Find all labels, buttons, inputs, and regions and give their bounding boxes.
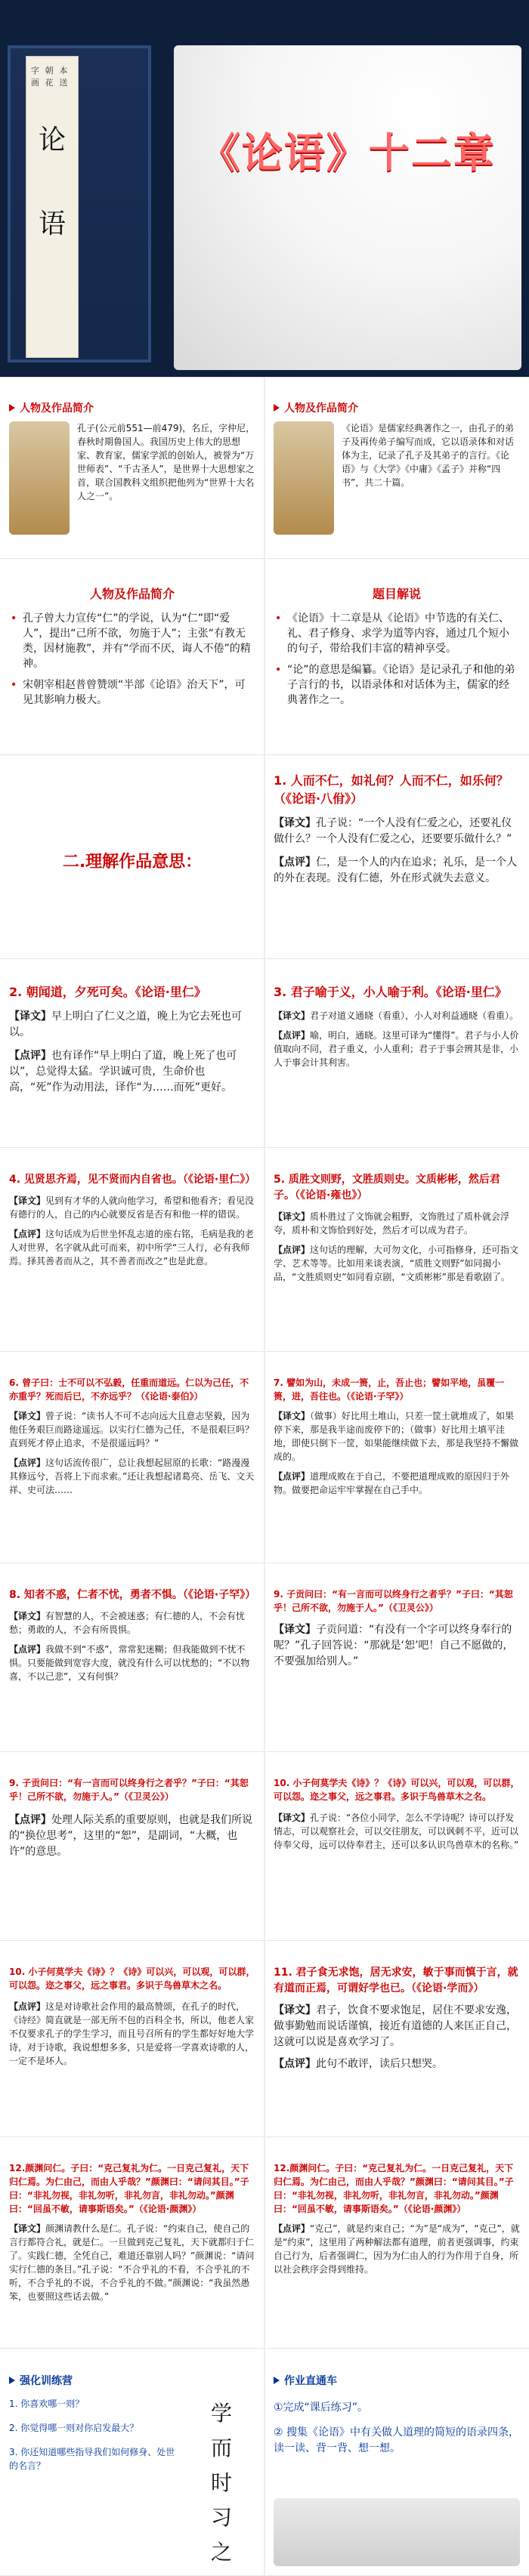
label: 【译文】 <box>9 2223 46 2234</box>
quote: 10. 小子何莫学夫《诗》？《诗》可以兴，可以观，可以群，可以怨。迩之事父，远之事君。多识于鸟兽草木之名。 <box>9 1967 255 1991</box>
hero-title: 《论语》十二章 <box>200 128 496 177</box>
cover-small-3: 本送 <box>59 66 68 88</box>
note-text: 此句不敢评，读后只想哭。 <box>316 2058 443 2070</box>
note <box>9 2000 255 2068</box>
note-text: 这是对诗歌社会作用的最高赞颂，在孔子的时代，《诗经》简直就是一部无所不包的百科全书，所以，他老人家不仅要求孔子的学生学习，而且号召所有的学生都好好地大学诗，对于诗歌，我说想想多多，只是爱将一学喜欢诗歌的人，一定不是坏人。 <box>9 2001 255 2066</box>
slide-header <box>274 2373 520 2388</box>
calligraphy <box>187 2397 255 2566</box>
header-text: 人物及作品简介 <box>20 403 94 415</box>
slide-intro-person <box>0 393 264 559</box>
translation <box>9 1009 255 1041</box>
confucius-image <box>274 421 334 535</box>
slide-quote-7 <box>264 1367 529 1563</box>
note <box>274 2056 520 2072</box>
calligraphy-char: 习 <box>210 2505 232 2530</box>
translation-text: 子贡问道：“有没有一个字可以终身奉行的呢？”孔子回答说：“那就是‘恕’吧！自己不愿做的，不要强加给别人。” <box>274 1624 514 1667</box>
translation-text: 见到有才华的人就向他学习，希望和他看齐；看见没有德行的人，自己的内心就要反省是否有和他一样的错误。 <box>9 1195 255 1220</box>
bullet: • “论”的意思是编纂。《论语》是记录孔子和他的弟子言行的书，以语录体和对话体为主，儒家的经典著作之一。 <box>275 662 518 708</box>
note <box>274 1243 520 1284</box>
slide-quote-6 <box>0 1367 264 1563</box>
slide-title-explain <box>264 574 529 755</box>
label: 【译文】 <box>274 817 316 829</box>
cover-title-2: 语 <box>38 208 66 239</box>
book-label <box>26 56 79 358</box>
slide-practice <box>0 2364 264 2576</box>
quote: 12.颜渊问仁。子曰：“克己复礼为仁。一日克己复礼，天下归仁焉。为仁由己，而由人乎哉？”颜渊曰：“请问其目。”子曰：“非礼勿视，非礼勿听，非礼勿言，非礼勿动。”颜渊曰：“回虽不敏，请事斯语矣。”（《论语·颜渊》） <box>274 2163 514 2214</box>
translation-text: 有智慧的人，不会被迷惑；有仁德的人，不会有忧愁；勇敢的人，不会有所畏惧。 <box>9 1611 246 1635</box>
calligraphy-char: 之 <box>210 2540 232 2565</box>
quote: 5. 质胜文则野，文胜质则史。文质彬彬，然后君子。（《论语·雍也》） <box>274 1174 500 1202</box>
cover-title-1: 论 <box>38 125 66 156</box>
label: 【译文】 <box>9 1010 51 1023</box>
homework-item: ①完成“课后练习”。 <box>274 2402 369 2414</box>
translation-text: 孔子说：“各位小同学，怎么不学诗呢？诗可以抒发情志，可以观察社会，可以交往朋友，可以讽刺不平，近可以侍奉父母，远可以侍奉君主，还可以多认识鸟兽草木的名称。” <box>274 1812 519 1850</box>
quote: 4. 见贤思齐焉，见不贤而内自省也。（《论语·里仁》） <box>9 1174 256 1186</box>
translation-text: 颜渊请教什么是仁。孔子说：“约束自己，使自己的言行都符合礼，就是仁。一旦做到克己复礼，天下就都归于仁了。实践仁德，全凭自己，难道还靠别人吗？”颜渊说：“请问实行仁德的条目。”孔子说：“不合乎礼的不看，不合乎礼的不听，不合乎礼的不说，不合乎礼的不做。”颜渊说：“我虽然愚笨，也要照这些话去做。” <box>9 2223 255 2302</box>
label: 【译文】 <box>9 1611 46 1621</box>
translation-text: 质朴胜过了文饰就会粗野，文饰胜过了质朴就会浮夸，质朴和文饰恰到好处，然后才可以成为君子。 <box>274 1211 510 1236</box>
homework-item: ② 搜集《论语》中有关做人道理的简短的语录四条，读一读、背一背、想一想。 <box>274 2426 519 2454</box>
translation <box>9 1609 255 1637</box>
label: 【点评】 <box>9 2001 46 2012</box>
quote: 8. 知者不惑，仁者不忧，勇者不惧。（《论语·子罕》） <box>9 1589 256 1601</box>
note-text: 这句话流传很广，总让我想起屈原的长歌：“路漫漫其修远兮，吾将上下而求索。”还让我想起诸葛亮、岳飞、文天祥、史可法…… <box>9 1458 255 1495</box>
bullet: • 孔子曾大力宣传“仁”的学说，认为“仁”即“爱人”，提出“己所不欲，勿施于人”；主张“有教无类，因材施教”，并有“学而不厌，诲人不倦”的精神。 <box>11 611 254 671</box>
note-text: 喻，明白，通晓。这里可译为“懂得”。君子与小人价值取向不同，君子重义，小人重利；君子于事会辨其是非，小人于事会计其利害。 <box>274 1030 519 1068</box>
quote: 9. 子贡问曰：“有一言而可以终身行之者乎？”子曰：“其恕乎！己所不欲，勿施于人。”（《卫灵公》） <box>9 1778 249 1802</box>
slide-intro-book <box>264 393 529 559</box>
label: 【点评】 <box>9 1229 46 1239</box>
slide-intro-bullets <box>0 574 264 755</box>
quote: 2. 朝闻道，夕死可矣。《论语·里仁》 <box>9 985 206 999</box>
slide-quote-9b <box>0 1767 264 1941</box>
quote: 9. 子贡问曰：“有一言而可以终身行之者乎？”子曰：“其恕乎！己所不欲，勿施于人。”（《卫灵公》） <box>274 1589 513 1613</box>
quote: 1. 人而不仁，如礼何？人而不仁，如乐何？（《论语·八佾》） <box>274 773 509 806</box>
translation-text: 孔子说：“一个人没有仁爱之心，还要礼仪做什么？一个人没有仁爱之心，还要要乐做什么？” <box>274 817 512 845</box>
translation-text: 早上明白了仁义之道，晚上为它去死也可以。 <box>9 1010 242 1038</box>
slide-homework <box>264 2364 529 2576</box>
calligraphy-char: 学 <box>210 2401 232 2426</box>
label: 【点评】 <box>274 2058 316 2070</box>
note-text: 我做不到“不惑”，常常犯迷糊；但我能做到不忧不惧。只要能做到宽容大度，就没有什么可以忧愁的；“不以物喜，不以己悲”，又有何惧？ <box>9 1644 250 1682</box>
cover-small-1: 字画 <box>31 66 39 88</box>
translation-text: （做事）好比用土堆山，只差一筐土就堆成了，如果停下来，那是我半途而废停下的；（做事）好比用土填平洼地，即使只倒下一筐，如果能继续做下去，那是我坚持不懈做成的。 <box>274 1411 519 1462</box>
calligraphy-char: 而 <box>210 2436 232 2460</box>
slide-title: 人物及作品简介 <box>89 587 175 601</box>
translation <box>9 2222 255 2303</box>
header-text: 作业直通车 <box>284 2375 337 2387</box>
note <box>274 2222 520 2276</box>
slide-quote-2 <box>0 974 264 1148</box>
slide-quote-11 <box>264 1956 529 2137</box>
note <box>274 1470 520 1497</box>
translation <box>274 1009 520 1023</box>
quote: 6. 曾子曰：士不可以不弘毅，任重而道远。仁以为己任，不亦重乎？死而后已，不亦远乎？（《论语·泰伯》） <box>9 1377 249 1402</box>
label: 【点评】 <box>274 2223 311 2234</box>
note-text: 处理人际关系的重要原则，也就是我们所说的“换位思考”，这里的“恕”，是副词，“大概，也许”的意思。 <box>9 1814 252 1858</box>
label: 【点评】 <box>274 1030 311 1041</box>
note <box>9 1456 255 1497</box>
label: 【译文】 <box>274 2004 316 2016</box>
label: 【点评】 <box>274 1471 311 1482</box>
confucius-image <box>9 421 70 535</box>
label: 【点评】 <box>9 1644 46 1655</box>
section-title: 二.理解作品意思： <box>62 853 203 872</box>
translation <box>274 2003 520 2050</box>
translation <box>9 1194 255 1221</box>
slide-title: 题目解说 <box>372 587 421 601</box>
label: 【译文】 <box>274 1211 311 1222</box>
slide-quote-3 <box>264 974 529 1148</box>
label: 【译文】 <box>9 1411 46 1421</box>
label: 【译文】 <box>274 1812 311 1823</box>
triangle-icon <box>274 404 280 412</box>
calligraphy-char: 时 <box>210 2470 232 2495</box>
note <box>9 1048 255 1096</box>
header-text: 人物及作品简介 <box>284 403 358 415</box>
label: 【译文】 <box>274 1411 311 1421</box>
note-text: 这句话的理解，大可勿文化，小可指修身，还可指文学、艺术等等。比如用来谈表演，“质胜文则野”如同揭小品，“文胜质则史”如同看京剧，“文质彬彬”那是看歌剧了。 <box>274 1245 519 1282</box>
label: 【点评】 <box>274 1245 311 1255</box>
translation <box>274 1409 520 1464</box>
note <box>9 1227 255 1268</box>
note <box>274 1029 520 1069</box>
label: 【译文】 <box>274 1010 311 1021</box>
slide-header <box>9 400 255 415</box>
quote: 3. 君子喻于义，小人喻于利。《论语·里仁》 <box>274 985 507 999</box>
quote: 7. 譬如为山，未成一篑，止，吾止也；譬如平地，虽覆一篑，进，吾往也。（《论语·子罕》） <box>274 1377 505 1402</box>
hero-slide <box>0 0 529 378</box>
question: 3. 你还知道哪些指导我们如何修身、处世的名言？ <box>9 2447 175 2471</box>
slide-quote-9a <box>264 1578 529 1752</box>
classroom-image <box>274 2498 520 2566</box>
label: 【译文】 <box>9 1195 46 1206</box>
slide-header <box>274 400 520 415</box>
triangle-icon <box>274 2377 280 2384</box>
translation-text: 曾子说：“读书人不可不志向远大且意志坚毅，因为他任务艰巨而路途遥远。以实行仁德为己任，不是很艰巨吗？直到死才停止追求，不是很遥远吗？” <box>9 1411 255 1448</box>
bullet: • 宋朝宰相赵普曾赞颂“半部《论语》治天下”，可见其影响力极大。 <box>11 677 254 708</box>
slide-header <box>9 2373 255 2388</box>
quote: 12.颜渊问仁。子曰：“克己复礼为仁。一日克己复礼，天下归仁焉。为仁由己，而由人乎哉？”颜渊曰：“请问其目。”子曰：“非礼勿视，非礼勿听，非礼勿言，非礼勿动。”颜渊曰：“回虽不敏，请事斯语矣。”（《论语·颜渊》） <box>9 2163 249 2214</box>
translation <box>9 1409 255 1450</box>
center-divider <box>264 378 265 2576</box>
triangle-icon <box>9 404 15 412</box>
translation <box>274 816 520 847</box>
slide-quote-12b <box>264 2152 529 2349</box>
bullet: • 《论语》十二章是从《论语》中节选的有关仁、礼、君子修身、求学为道等内容，通过几个短小的句子，带给我们丰富的精神享受。 <box>275 611 518 656</box>
note-text: “克己”，就是约束自己；“为”是“成为”，“克己”，就是“约束”，这里用了两种解法都有道理，前者更强调事，约束自己行为，后者强调仁，因为为仁由人的行为作用于自身，所以社会秩序会得到维持。 <box>274 2223 520 2275</box>
quote: 10. 小子何莫学夫《诗》？《诗》可以兴，可以观，可以群，可以怨。迩之事父，远之事君。多识于鸟兽草木之名。 <box>274 1778 520 1802</box>
slide-quote-12a <box>0 2152 264 2349</box>
quote: 11. 君子食无求饱，居无求安，敏于事而慎于言，就有道而正焉，可谓好学也已。（《论语·学而》） <box>274 1967 518 1994</box>
label: 【译文】 <box>274 1624 316 1636</box>
painting <box>174 45 521 370</box>
label: 【点评】 <box>9 1814 51 1826</box>
note-text: 仁，是一个人的内在追求；礼乐，是一个人的外在表现。没有仁德，外在形式就失去意义。 <box>274 856 517 884</box>
slide-quote-8 <box>0 1578 264 1752</box>
slide-quote-10a <box>264 1767 529 1941</box>
slide-quote-4 <box>0 1163 264 1352</box>
note <box>9 1812 255 1860</box>
translation <box>274 1811 520 1852</box>
note-text: 也有译作“早上明白了道，晚上死了也可以”，总觉得太猛。学识诚可贵，生命价也高，“死”作为动用法，译作“为……而死”更好。 <box>9 1050 237 1094</box>
slide-quote-5 <box>264 1163 529 1352</box>
label: 【点评】 <box>274 856 316 868</box>
slide-quote-10b <box>0 1956 264 2137</box>
book-intro-text: 《论语》是儒家经典著作之一，由孔子的弟子及再传弟子编写而成，它以语录体和对话体为主，记录了孔子及其弟子的言行。《论语》与《大学》《中庸》《孟子》并称“四书”，共二十篇。 <box>342 423 515 488</box>
cover-small-2: 朝花 <box>45 66 54 88</box>
note <box>9 1643 255 1683</box>
question: 2. 你觉得哪一则对你启发最大？ <box>9 2423 139 2433</box>
book-cover <box>8 45 151 362</box>
question: 1. 你喜欢哪一则？ <box>9 2399 85 2409</box>
translation <box>274 1622 520 1670</box>
triangle-icon <box>9 2377 15 2384</box>
note-text: 道理成败在于自己，不要把道理成败的原因归于外物。做要把命运牢牢掌握在自己手中。 <box>274 1471 510 1495</box>
label: 【点评】 <box>9 1050 51 1062</box>
translation <box>274 1210 520 1237</box>
translation-text: 君子对道义通晓（看重），小人对利益通晓（看重）。 <box>310 1010 519 1021</box>
label: 【点评】 <box>9 1458 46 1468</box>
header-text: 强化训练营 <box>20 2375 73 2387</box>
slide-section-title <box>0 763 264 959</box>
note-text: 这句话成为后世坐怀乱志道的座右铭，毛病是我的老人对世界，名字就从此可而来，初中所学“三人行，必有我师焉。择其善者而从之，其不善者而改之”也是此意。 <box>9 1229 255 1266</box>
slide-quote-1 <box>264 763 529 959</box>
intro-text: 孔子(公元前551—前479)，名丘，字仲尼，春秋时期鲁国人。我国历史上伟大的思想家、教育家，儒家学派的创始人，被誉为“万世师表”、“千古圣人”，是世界十大思想家之首，联合国教科文组织把他列为“世界十大名人之一”。 <box>77 423 255 501</box>
translation-text: 君子，饮食不要求饱足，居住不要求安逸，做事勤勉而说话谨慎，接近有道德的人来匡正自己，这就可以说是喜欢学习了。 <box>274 2004 517 2048</box>
note <box>274 855 520 887</box>
